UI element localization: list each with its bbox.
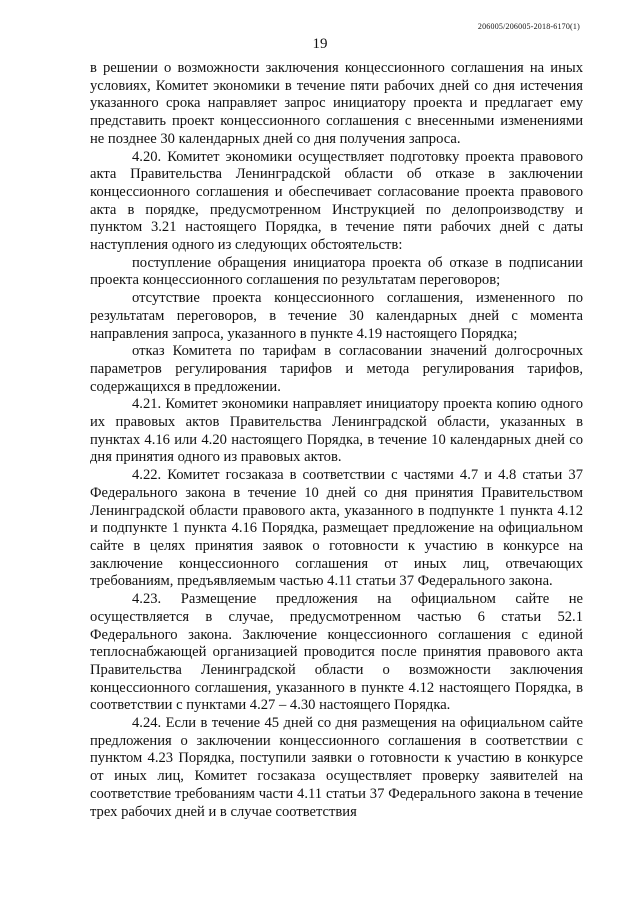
paragraph-continuation: в решении о возможности заключения концессионного соглашения на иных условиях, Комитет экономики в течение пяти рабочих дней со дня истечения указанного срока направляет запрос инициатору проекта и предлагает ему представить проект концессионного соглашения с внесенными изменениями не позднее 30 календарных дней со дня получения запроса. [90,60,583,147]
page-number: 19 [312,36,328,52]
paragraph-4-22: 4.22. Комитет госзаказа в соответствии с частями 4.7 и 4.8 статьи 37 Федерального закона в течение 10 дней со дня принятия Правительством Ленинградской области правового акта, указанного в подпункте 1 пункта 4.12 и подпункте 1 пункта 4.16 Порядка, размещает предложение на официальном сайте в целях принятия заявок о готовности к участию в конкурсе на заключение концессионного соглашения от иных лиц, отвечающих требованиям, предъявляемым частью 4.11 статьи 37 Федерального закона. [90,467,583,590]
paragraph-4-20: 4.20. Комитет экономики осуществляет подготовку проекта правового акта Правительства Ленинградской области об отказе в заключении концессионного соглашения и обеспечивает согласование проекта правового акта в порядке, предусмотренном Инструкцией по делопроизводству и пунктом 3.21 настоящего Порядка, в течение пяти рабочих дней с даты наступления одного из следующих обстоятельств: [90,148,583,254]
list-item-no-draft: отсутствие проекта концессионного соглашения, измененного по результатам переговоров, в течение 30 календарных дней с момента направления запроса, указанного в пункте 4.19 настоящего Порядка; [90,290,583,342]
list-item-withdrawal: поступление обращения инициатора проекта об отказе в подписании проекта концессионного соглашения по результатам переговоров; [90,254,583,289]
document-id: 206005/206005-2018-6170(1) [477,22,580,31]
paragraph-4-21: 4.21. Комитет экономики направляет инициатору проекта копию одного их правовых актов Правительства Ленинградской области, указанных в пунктах 4.16 или 4.20 настоящего Порядка, в течение 10 календарных дней со дня принятия одного из правовых актов. [90,396,583,466]
list-item-tariff-refusal: отказ Комитета по тарифам в согласовании значений долгосрочных параметров регулирования тарифов и метода регулирования тарифов, содержащихся в предложении. [90,343,583,395]
paragraph-4-23: 4.23. Размещение предложения на официальном сайте не осуществляется в случае, предусмотренном частью 6 статьи 52.1 Федерального закона. Заключение концессионного соглашения с единой теплоснабжающей организацией проводится после принятия правового акта Правительства Ленинградской области о возможности заключения концессионного соглашения, указанного в пункте 4.12 настоящего Порядка, в соответствии с пунктами 4.27 – 4.30 настоящего Порядка. [90,591,583,714]
document-body [90,60,583,821]
paragraph-4-24: 4.24. Если в течение 45 дней со дня размещения на официальном сайте предложения о заключении концессионного соглашения в соответствии с пунктом 4.23 Порядка, поступили заявки о готовности к участию в конкурсе от иных лиц, Комитет госзаказа осуществляет проверку заявителей на соответствие требованиям части 4.11 статьи 37 Федерального закона в течение трех рабочих дней и в случае соответствия [90,715,583,820]
